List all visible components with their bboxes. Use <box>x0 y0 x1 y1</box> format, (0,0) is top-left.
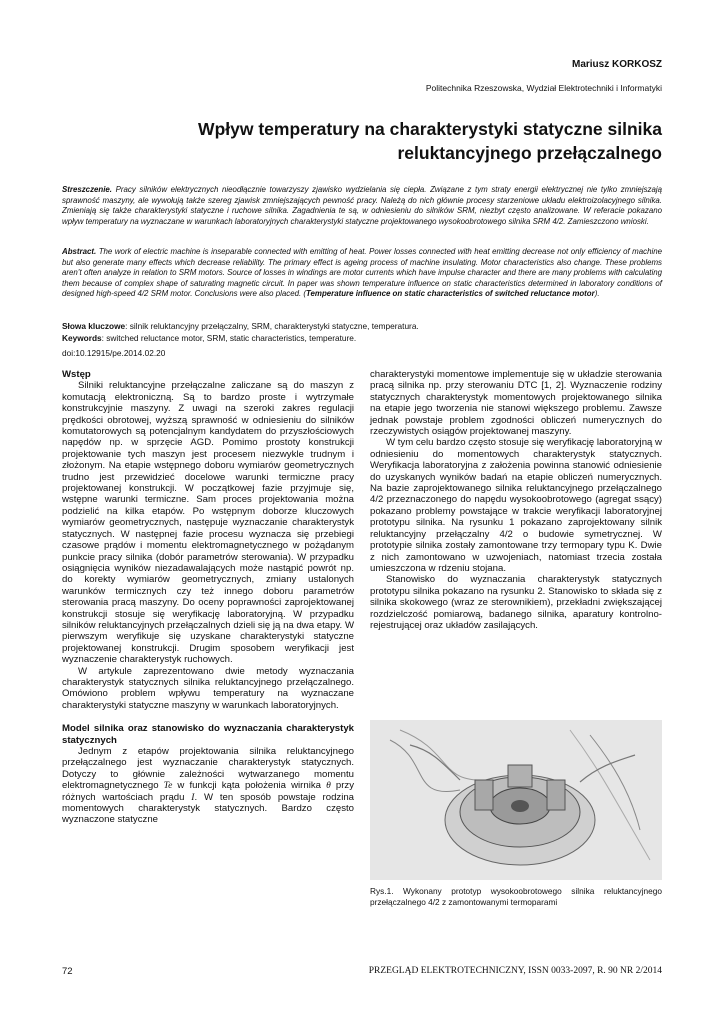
motor-photo-illustration <box>370 720 662 880</box>
affiliation: Politechnika Rzeszowska, Wydział Elektrotechniki i Informatyki <box>425 83 662 93</box>
abstract-en-label: Abstract. <box>62 247 97 256</box>
paragraph <box>62 746 354 826</box>
left-column <box>62 369 354 826</box>
section-heading-intro: Wstęp <box>62 369 91 380</box>
title-line-2: reluktancyjnego przełączalnego <box>397 143 662 163</box>
symbol-theta: θ <box>326 780 331 792</box>
figure-caption: Rys.1. Wykonany prototyp wysokoobrotowego silnika reluktancyjnego przełączalnego 4/2 z zamontowanymi termoparami <box>370 886 662 907</box>
keywords-pl-text: : silnik reluktancyjny przełączalny, SRM, charakterystyki statyczne, temperatura. <box>125 321 419 331</box>
motor-prototype-photo <box>370 720 662 880</box>
section-heading-model: Model silnika oraz stanowisko do wyznaczania charakterystyk statycznych <box>62 723 354 746</box>
right-column <box>370 369 662 631</box>
paragraph-part: . W ten sposób powstaje rodzina momentowych charakterystyk statycznych. Bardzo często wyznaczone statyczne <box>62 791 354 826</box>
paragraph: charakterystyki momentowe implementuje się w układzie sterowania pracą silnika np. przy sterowaniu DTC [1, 2]. Wyznaczenie rodziny statycznych charakterystyk momentowych projektowanego silnika na etapie jego tworzenia nie stanowi większego problemu. Zawsze jednak powstaje problem zgodności obliczeń numerycznych do rzeczywistych osiągów projektowanej maszyny. <box>370 369 662 438</box>
journal-footer: PRZEGLĄD ELEKTROTECHNICZNY, ISSN 0033-2097, R. 90 NR 2/2014 <box>368 966 662 976</box>
abstract-pl-label: Streszczenie. <box>62 185 112 194</box>
paragraph: W tym celu bardzo często stosuje się weryfikację laboratoryjną w odniesieniu do momentowych charakterystyk statycznych. Weryfikacja laboratoryjna z założenia powinna stanowić odniesienie do uzyskanych wyników badań na etapie obliczeń numerycznych. Na bazie zaprojektowanego silnika reluktancyjnego przełączalnego 4/2 przeznaczonego do napędu wysokoobrotowego (agregat ssący) pokazano problemy powstające w trakcie weryfikacji laboratoryjnej prototypu silnika. Na rysunku 1 pokazano zaprojektowany silnik reluktancyjny przełączalny 4/2 o budowie symetrycznej. W prototypie silnika zostały zamontowane trzy termopary typu K. Dwie z nich zamontowano w uzwojeniach, natomiast trzecia została umieszczona w rdzeniu stojana. <box>370 437 662 574</box>
page-title <box>102 117 662 165</box>
page-number: 72 <box>62 966 73 977</box>
symbol-te: Te <box>163 780 173 792</box>
paragraph: Stanowisko do wyznaczania charakterystyk statycznych prototypu silnika pokazano na rysunku 2. Stanowisko to składa się z silnika skokowego (wraz ze sterownikiem), przekładni zwiększającej rozdzielczość pomiarową, badanego silnika, aparatury kontrolno-rejestrującej oraz układów zasilających. <box>370 574 662 631</box>
paragraph: W artykule zaprezentowano dwie metody wyznaczania charakterystyk statycznych silnika reluktancyjnego przełączalnego. Omówiono problem wpływu temperatury na wyznaczane charakterystyki statyczne maszyny w warunkach laboratoryjnych. <box>62 665 354 711</box>
abstract-pl-text: Pracy silników elektrycznych nieodłącznie towarzyszy zjawisko wydzielania się ciepła. Związane z tym straty energii elektrycznej nie tylko zmniejszają sprawność maszyny, ale wywołują także szereg zjawisk zmniejszających pewność pracy. Należą do nich głównie procesy starzeniowe układu elektroizolacyjnego silnika. Zmieniają się także charakterystyki statyczne i ruchowe silnika. Zagadnienia te są, w odniesieniu do silników SRM, niezbyt często analizowane. W referacie pokazano wpływ temperatury na wyznaczane w warunkach laboratoryjnych charakterystyki statyczne projektowanego wysokoobrotowego silnika SRM 4/2. Zamieszczono wnioski. <box>62 185 662 226</box>
title-line-1: Wpływ temperatury na charakterystyki statyczne silnika <box>198 119 662 139</box>
abstract-en-end: ). <box>594 289 600 298</box>
paragraph-part: Jednym z etapów projektowania silnika reluktancyjnego przełączalnego jest wyznaczanie charakterystyk statycznych. Dotyczy to głównie zależności wytwarzanego momentu elektromagnetycznego <box>62 746 354 792</box>
abstract-english <box>62 247 662 300</box>
paragraph-part: w funkcji kąta położenia wirnika <box>172 780 327 792</box>
keywords <box>62 320 662 344</box>
abstract-en-text: The work of electric machine is inseparable connected with emitting of heat. Power losses connected with heat emitting decrease not only efficiency of machine but also generate many effects which decrease reliability. The primary effect is ageing process of machine insulating. Motor characteristics also change. These problems aren’t often analyze in relation to SRM motors. Source of losses in windings are motor currents which have impulse character and there are many problems with calculating them because of complex shape of saturating magnetic circuit. In paper was shown temperature influence on static characteristics determined in laboratory conditions of designed high-speed 4/2 SRM motor. Conclusions were also placed. ( <box>62 247 662 298</box>
paragraph-part: przy różnych wartościach prądu <box>62 780 354 803</box>
keywords-pl-label: Słowa kluczowe <box>62 321 126 331</box>
keywords-pl <box>62 320 662 332</box>
author-name: Mariusz KORKOSZ <box>571 59 662 70</box>
keywords-en-text: : switched reluctance motor, SRM, static characteristics, temperature. <box>101 333 357 343</box>
keywords-en-label: Keywords <box>62 333 102 343</box>
paragraph: Silniki reluktancyjne przełączalne zaliczane są do maszyn z komutacją elektroniczną. Są to bardzo proste i wytrzymałe konstrukcyjnie maszyny. Z uwagi na szeroki zakres regulacji prędkości obrotowej, wyższą sprawność w odniesieniu do silników komutatorowych są potencjalnym kandydatem do przyszłościowych napędów np. w sprzęcie AGD. Pomimo prostoty konstrukcji projektowanie tych maszyn jest procesem niezwykle trudnym i złożonym. Na etapie wstępnego doboru wymiarów geometrycznych trudno jest przewidzieć docelowe warunki termiczne pracy projektowanej konstrukcji. W początkowej fazie przyjmuje się, wstępne warunki termiczne. Sam proces projektowania można podzielić na kilka etapów. Po wstępnym doborze kluczowych wymiarów geometrycznych, następuje wyznaczanie charakterystyk statycznych. W następnej fazie procesu wyznacza się przebiegi czasowe prądów i momentu elektromagnetycznego w pożądanym punkcie pracy silnika (dobór parametrów sterowania). W przypadku osiągnięcia wyników niezadawalających może nastąpić powrót np. do korekty wymiarów geometrycznych, zmiany ustalonych warunków termicznych czy też innego doboru parametrów sterowania pracą maszyny. Do oceny poprawności zaprojektowanej konstrukcji stosuje się weryfikację laboratoryjną. W przypadku silników reluktancyjnych przełączalnych dzieli się ją na dwa etapy. W pierwszym weryfikuje się uzyskane charakterystyki statyczne projektowanej konstrukcji. Drugim sposobem weryfikacji jest wyznaczenie charakterystyk ruchowych. <box>62 380 354 666</box>
doi: doi:10.12915/pe.2014.02.20 <box>62 348 166 358</box>
abstract-polish <box>62 185 662 227</box>
keywords-en <box>62 332 662 344</box>
abstract-en-title: Temperature influence on static characteristics of switched reluctance motor <box>306 289 595 298</box>
symbol-i: I <box>191 791 195 803</box>
